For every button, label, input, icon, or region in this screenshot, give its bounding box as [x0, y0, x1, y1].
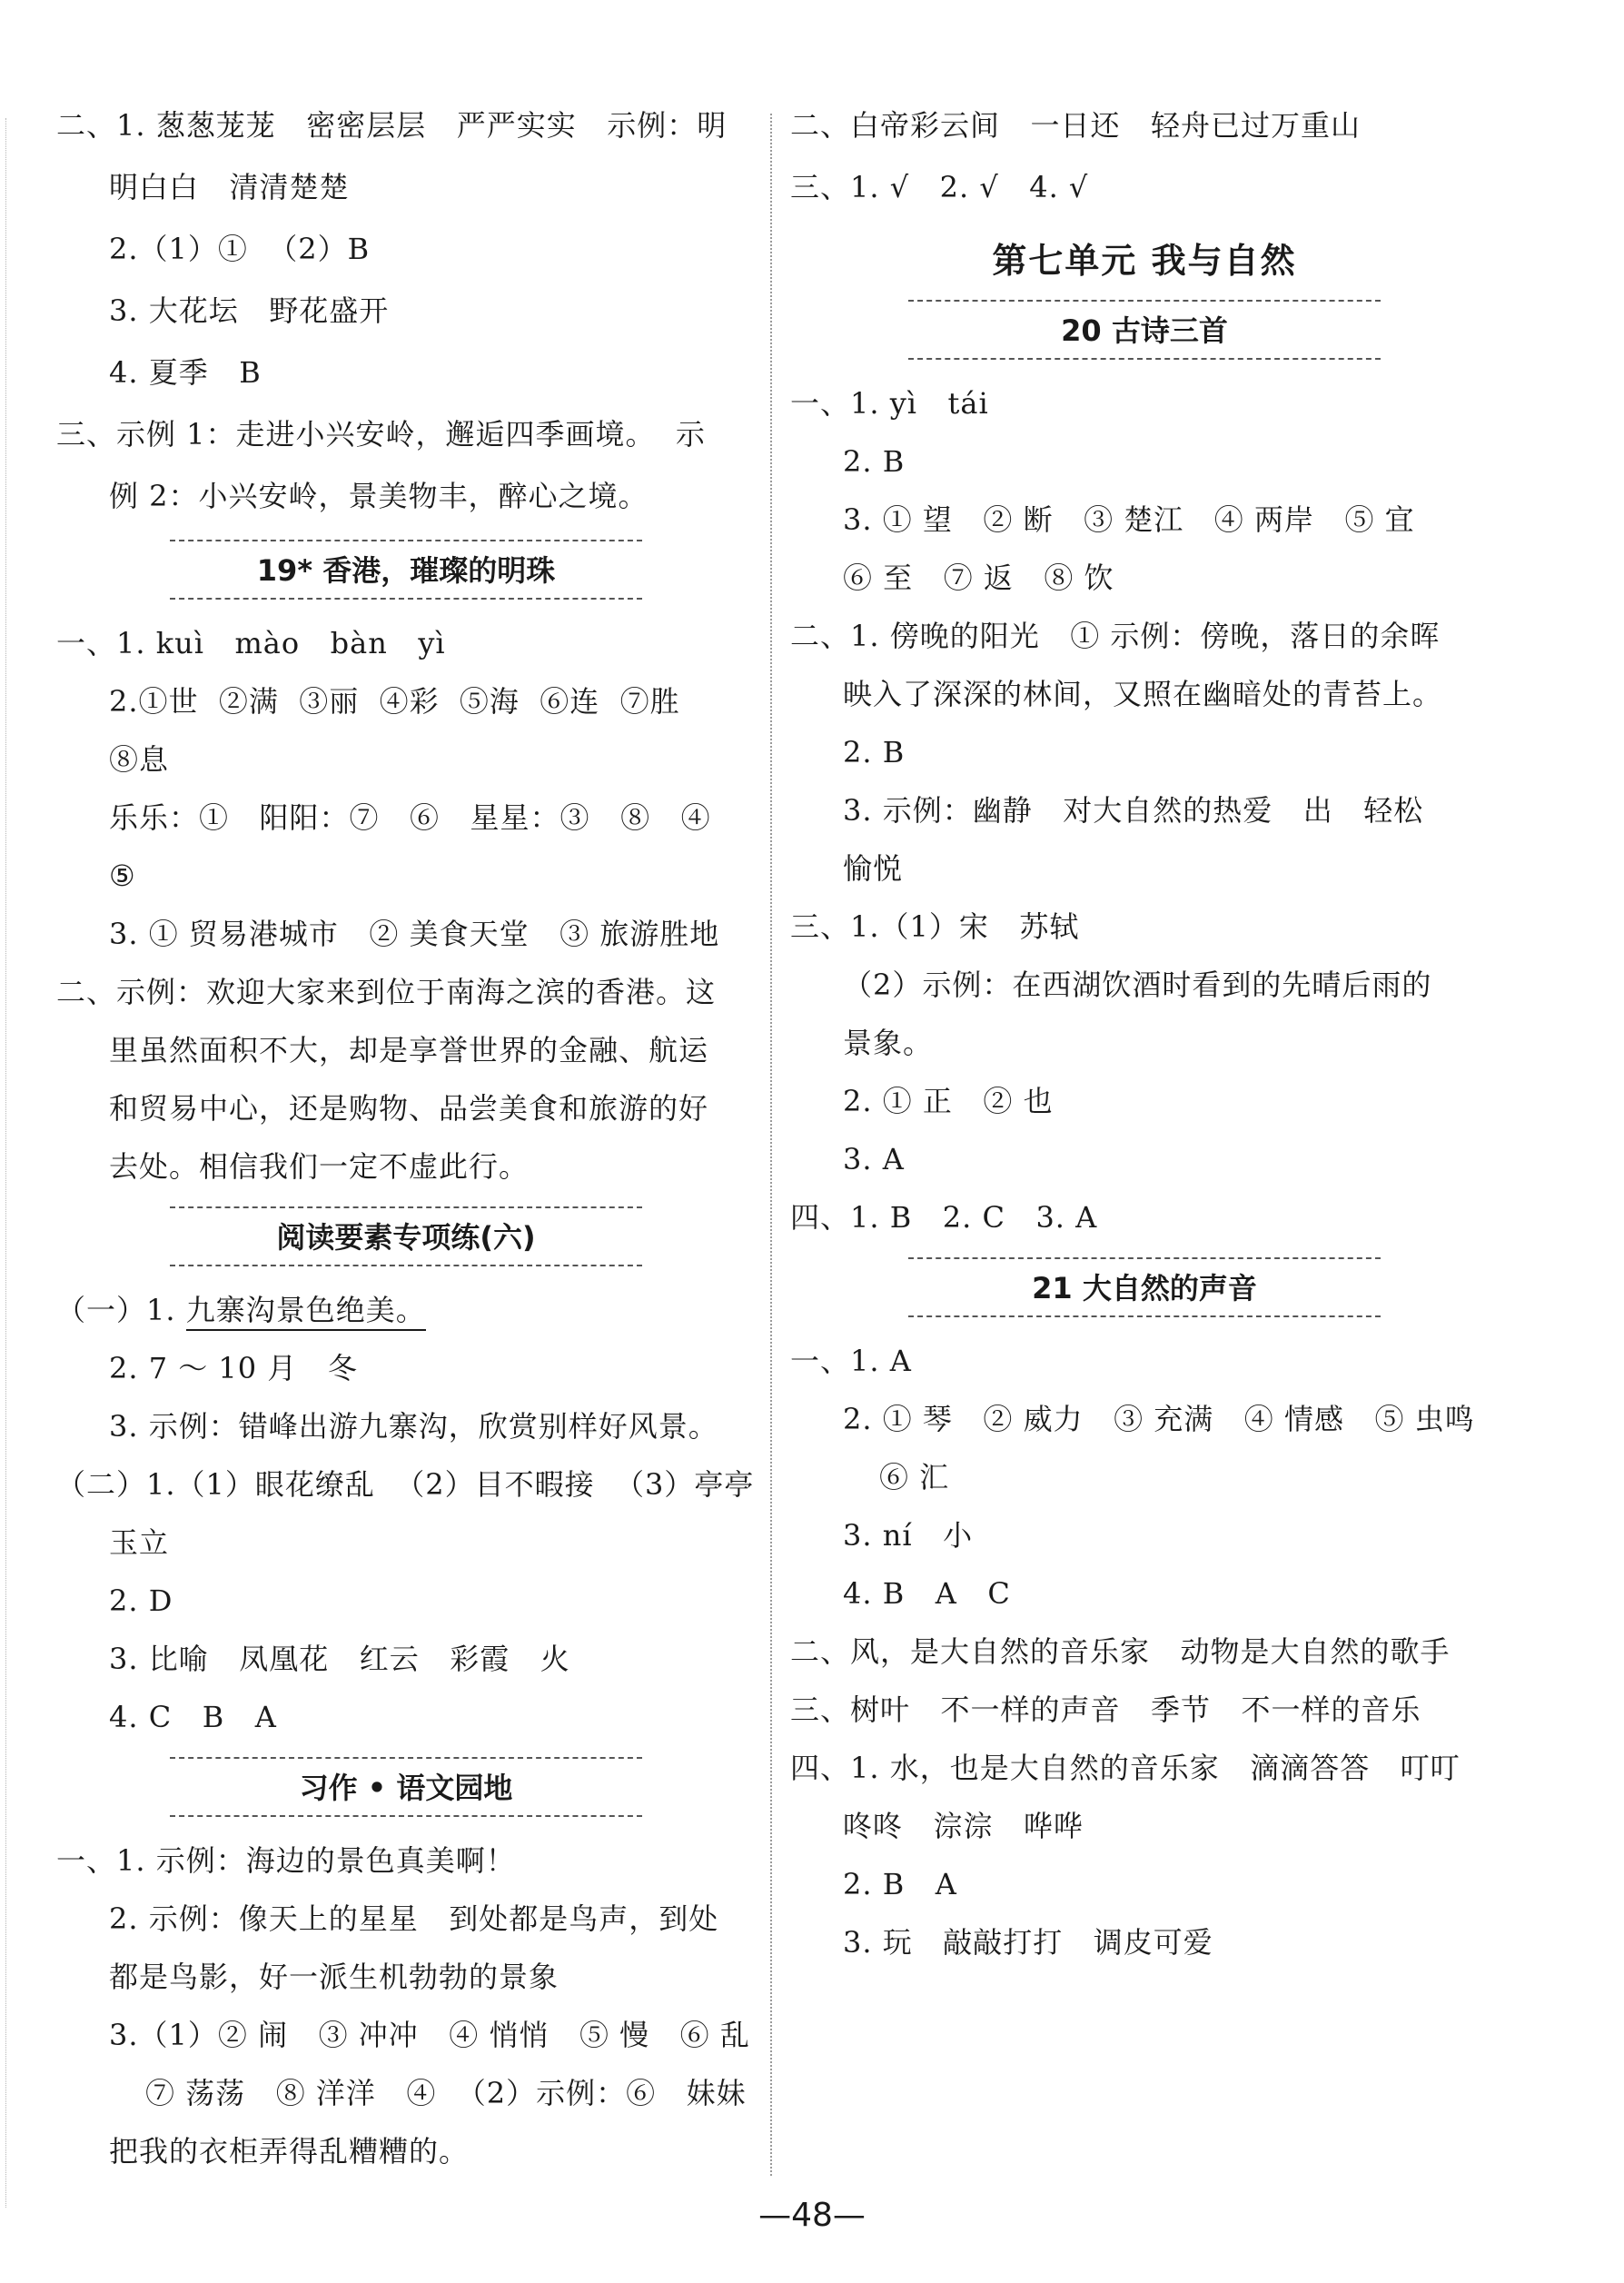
answer-line: 一、1. yì tái	[790, 386, 989, 421]
answer-line: 3. 示例：幽静 对大自然的热爱 出 轻松	[843, 793, 1424, 828]
left-column	[56, 107, 756, 2191]
answer-line: 都是鸟影，好一派生机勃勃的景象	[109, 1960, 559, 1994]
answer-line: 愉悦	[843, 851, 904, 886]
binding-edge-rule	[5, 118, 6, 2208]
answer-line: 三、示例 1：走进小兴安岭，邂逅四季画境。 示	[56, 417, 706, 452]
answer-line: 2. D	[109, 1583, 173, 1618]
answer-line: 3. ní 小	[843, 1518, 974, 1553]
answer-line: （二）1.（1）眼花缭乱 （2）目不暇接 （3）亭亭	[56, 1467, 755, 1502]
answer-line: ⑥ 汇	[879, 1460, 950, 1494]
answer-line: 2. B A	[843, 1867, 957, 1901]
section-heading-21: 21 大自然的声音	[790, 1257, 1499, 1317]
answer-line: 和贸易中心，还是购物、品尝美食和旅游的好	[109, 1091, 709, 1126]
answer-line: 2.（1）① （2）B	[109, 232, 371, 266]
answer-line: 去处。相信我们一定不虚此行。	[109, 1149, 530, 1184]
answer-line: 一、1. kuì mào bàn yì	[56, 626, 446, 660]
answer-line: 2. ① 正 ② 也	[843, 1084, 1054, 1118]
answer-line: 3. 比喻 凤凰花 红云 彩霞 火	[109, 1642, 570, 1676]
section-heading-xizuo: 习作 • 语文园地	[56, 1757, 756, 1817]
answer-line: 三、1. √ 2. √ 4. √	[790, 170, 1089, 204]
answer-line: 四、1. B 2. C 3. A	[790, 1200, 1098, 1235]
answer-line: 景象。	[843, 1026, 934, 1060]
right-column	[790, 107, 1499, 1982]
answer-line: 3. 玩 敲敲打打 调皮可爱	[843, 1925, 1213, 1960]
answer-prefix: （一）1.	[56, 1293, 186, 1327]
answer-line: 三、树叶 不一样的声音 季节 不一样的音乐	[790, 1692, 1421, 1727]
answer-line: 3. A	[843, 1142, 905, 1176]
answer-line: 三、1.（1）宋 苏轼	[790, 909, 1080, 944]
answer-line: 映入了深深的林间，又照在幽暗处的青苔上。	[843, 677, 1443, 711]
answer-line: 二、风，是大自然的音乐家 动物是大自然的歌手	[790, 1634, 1451, 1669]
page-number: —48—	[758, 2197, 866, 2234]
answer-line: 3. 大花坛 野花盛开	[109, 293, 390, 328]
section-heading-19: 19* 香港，璀璨的明珠	[56, 540, 756, 600]
answer-line: 2. 7 ～ 10 月 冬	[109, 1351, 358, 1385]
answer-line: ⑧息	[109, 742, 170, 777]
column-divider	[770, 114, 772, 2176]
answer-line: 4. C B A	[109, 1700, 277, 1734]
answer-line: 乐乐：① 阳阳：⑦ ⑥ 星星：③ ⑧ ④	[109, 800, 711, 835]
answer-line: 四、1. 水，也是大自然的音乐家 滴滴答答 叮叮	[790, 1751, 1461, 1785]
answer-line: 3.（1）② 闹 ③ 冲冲 ④ 悄悄 ⑤ 慢 ⑥ 乱	[109, 2018, 750, 2052]
answer-line: 二、1. 傍晚的阳光 ① 示例：傍晚，落日的余晖	[790, 619, 1441, 653]
answer-line: 2. ① 琴 ② 威力 ③ 充满 ④ 情感 ⑤ 虫鸣	[843, 1402, 1475, 1436]
unit-title: 第七单元 我与自然	[992, 241, 1297, 281]
answer-line: 例 2：小兴安岭，景美物丰，醉心之境。	[109, 479, 649, 513]
answer-line: ⑤	[109, 859, 136, 893]
answer-line: ⑥ 至 ⑦ 返 ⑧ 饮	[843, 561, 1114, 595]
answer-line: 3. ① 望 ② 断 ③ 楚江 ④ 两岸 ⑤ 宜	[843, 502, 1415, 537]
underlined-answer: 九寨沟景色绝美。	[186, 1293, 426, 1331]
answer-line: 明白白 清清楚楚	[109, 170, 350, 204]
answer-line: 一、1. A	[790, 1344, 912, 1378]
answer-line	[56, 1292, 756, 1328]
answer-line: 4. 夏季 B	[109, 355, 262, 390]
answer-line: 咚咚 淙淙 哗哗	[843, 1809, 1084, 1843]
answer-line: 玉立	[109, 1525, 170, 1560]
answer-line: 二、示例：欢迎大家来到位于南海之滨的香港。这	[56, 975, 717, 1009]
answer-line: 4. B A C	[843, 1576, 1011, 1611]
answer-line: ⑦ 荡荡 ⑧ 洋洋 ④ （2）示例：⑥ 妹妹	[145, 2076, 747, 2110]
section-heading-reading: 阅读要素专项练(六)	[56, 1206, 756, 1266]
answer-line: 把我的衣柜弄得乱糟糟的。	[109, 2134, 470, 2169]
answer-line: （2）示例：在西湖饮酒时看到的先晴后雨的	[843, 968, 1432, 1002]
answer-line: 2. B	[843, 735, 906, 769]
answer-line: 二、1. 葱葱茏茏 密密层层 严严实实 示例：明	[56, 108, 728, 143]
answer-line: 一、1. 示例：海边的景色真美啊！	[56, 1843, 516, 1878]
answer-line: 里虽然面积不大，却是享誉世界的金融、航运	[109, 1033, 709, 1067]
answer-line: 2. 示例：像天上的星星 到处都是鸟声，到处	[109, 1901, 719, 1936]
answer-line: 3. 示例：错峰出游九寨沟，欣赏别样好风景。	[109, 1409, 718, 1444]
answer-line: 2.①世 ②满 ③丽 ④彩 ⑤海 ⑥连 ⑦胜	[109, 684, 680, 719]
answer-line: 2. B	[843, 444, 906, 479]
section-heading-20: 20 古诗三首	[790, 300, 1499, 360]
answer-line: 3. ① 贸易港城市 ② 美食天堂 ③ 旅游胜地	[109, 917, 720, 951]
answer-line: 二、白帝彩云间 一日还 轻舟已过万重山	[790, 108, 1362, 143]
